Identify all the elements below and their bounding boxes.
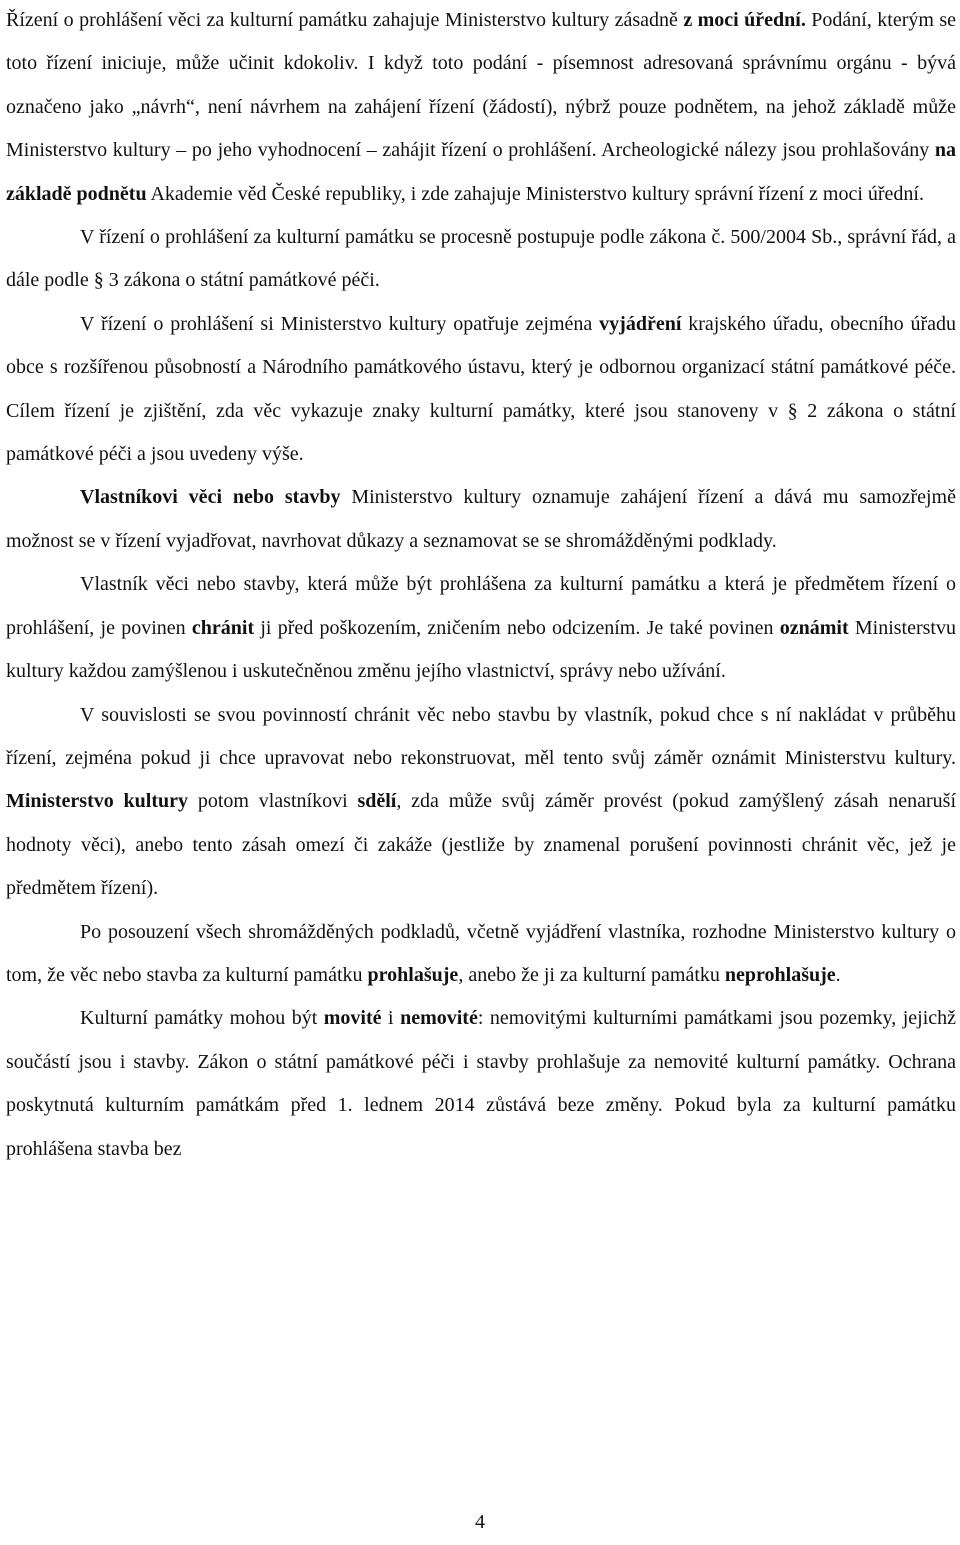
paragraph-6 (6, 694, 956, 911)
bold-text-segment: Ministerstvo kultury (6, 790, 189, 813)
text-segment: Ministerstvo kultury oznamuje zahájení řízení a dává mu samozřejmě možnost se v řízení vyjadřovat, navrhovat důkazy a seznamovat se se shromážděnými podklady. (6, 486, 956, 552)
text-segment: potom vlastníkovi (188, 790, 358, 813)
text-segment: i (381, 1007, 401, 1030)
bold-text-segment: movité (323, 1007, 382, 1030)
document-page (6, 0, 956, 1171)
bold-text-segment: chránit (191, 616, 255, 639)
bold-text-segment: nemovité (400, 1007, 478, 1030)
text-segment: , zda může svůj záměr provést (pokud zamýšlený zásah nenaruší hodnoty věci), anebo tento zásah omezí či zakáže (jestliže by znamenal porušení povinnosti chránit věc, jež je předmětem řízení). (6, 790, 957, 900)
paragraph-8 (6, 997, 956, 1171)
paragraph-5 (6, 563, 956, 693)
text-segment: : nemovitými kulturními památkami jsou pozemky, jejichž součástí jsou i stavby. Zákon o státní památkové péči i stavby prohlašuje za nemovité kulturní památky. Ochrana poskytnutá kulturním památkám před 1. lednem 2014 zůstává beze změny. Pokud byla za kulturní památku prohlášena stavba bez (6, 1007, 956, 1160)
text-segment: Kulturní památky mohou být (80, 1007, 324, 1030)
text-segment: Akademie věd České republiky, i zde zahajuje Ministerstvo kultury správní řízení z moci úřední. (146, 182, 924, 205)
bold-text-segment: vyjádření (599, 312, 682, 335)
text-segment: V řízení o prohlášení si Ministerstvo kultury opatřuje zejména (80, 312, 600, 335)
text-segment: ji před poškozením, zničením nebo odcizením. Je také povinen (254, 616, 780, 639)
bold-text-segment: z moci úřední. (683, 9, 806, 31)
text-segment: , anebo že ji za kulturní památku (458, 963, 725, 986)
paragraph-2 (6, 216, 956, 303)
text-segment: krajského úřadu, obecního úřadu obce s rozšířenou působností a Národního památkového ústavu, který je odbornou organizací státní památkové péče. Cílem řízení je zjištění, zda věc vykazuje znaky kulturní památky, které jsou stanoveny v § 2 zákona o státní památkové péči a jsou uvedeny výše. (6, 312, 957, 466)
bold-text-segment: sdělí (357, 790, 397, 813)
bold-text-segment: na základě podnětu (6, 139, 956, 205)
text-segment: Vlastník věci nebo stavby, která může být prohlášena za kulturní památku a která je předmětem řízení o prohlášení, je povinen (6, 573, 956, 639)
text-segment: Řízení o prohlášení věci za kulturní památku zahajuje Ministerstvo kultury zásadně (6, 9, 684, 31)
text-segment: Podání, kterým se toto řízení iniciuje, může učinit kdokoliv. I když toto podání - písemnost adresovaná správnímu orgánu - bývá označeno jako „návrh“, není návrhem na zahájení řízení (žádostí), nýbrž pouze podnětem, na jehož základě může Ministerstvo kultury – po jeho vyhodnocení – zahájit řízení o prohlášení. Archeologické nálezy jsou prohlašovány (6, 9, 957, 162)
bold-text-segment: Vlastníkovi věci nebo stavby (80, 486, 341, 509)
bold-text-segment: prohlašuje (367, 963, 459, 986)
text-segment: V řízení o prohlášení za kulturní památku se procesně postupuje podle zákona č. 500/2004 Sb., správní řád, a dále podle § 3 zákona o státní památkové péči. (6, 226, 956, 292)
bold-text-segment: oznámit (779, 616, 849, 639)
page-number: 4 (475, 1511, 485, 1533)
text-segment: V souvislosti se svou povinností chránit věc nebo stavbu by vlastník, pokud chce s ní nakládat v průběhu řízení, zejména pokud ji chce upravovat nebo rekonstruovat, měl tento svůj záměr oznámit Ministerstvu kultury. (6, 703, 956, 769)
paragraph-4 (6, 476, 956, 563)
paragraph-7 (6, 911, 956, 998)
paragraph-1 (6, 0, 956, 216)
text-segment: Po posouzení všech shromážděných podkladů, včetně vyjádření vlastníka, rozhodne Ministerstvo kultury o tom, že věc nebo stavba za kulturní památku (6, 920, 956, 986)
bold-text-segment: neprohlašuje (724, 963, 836, 986)
paragraph-3 (6, 303, 956, 477)
text-segment: . (835, 963, 841, 986)
text-segment: Ministerstvu kultury každou zamýšlenou i uskutečněnou změnu jejího vlastnictví, správy nebo užívání. (6, 616, 956, 683)
